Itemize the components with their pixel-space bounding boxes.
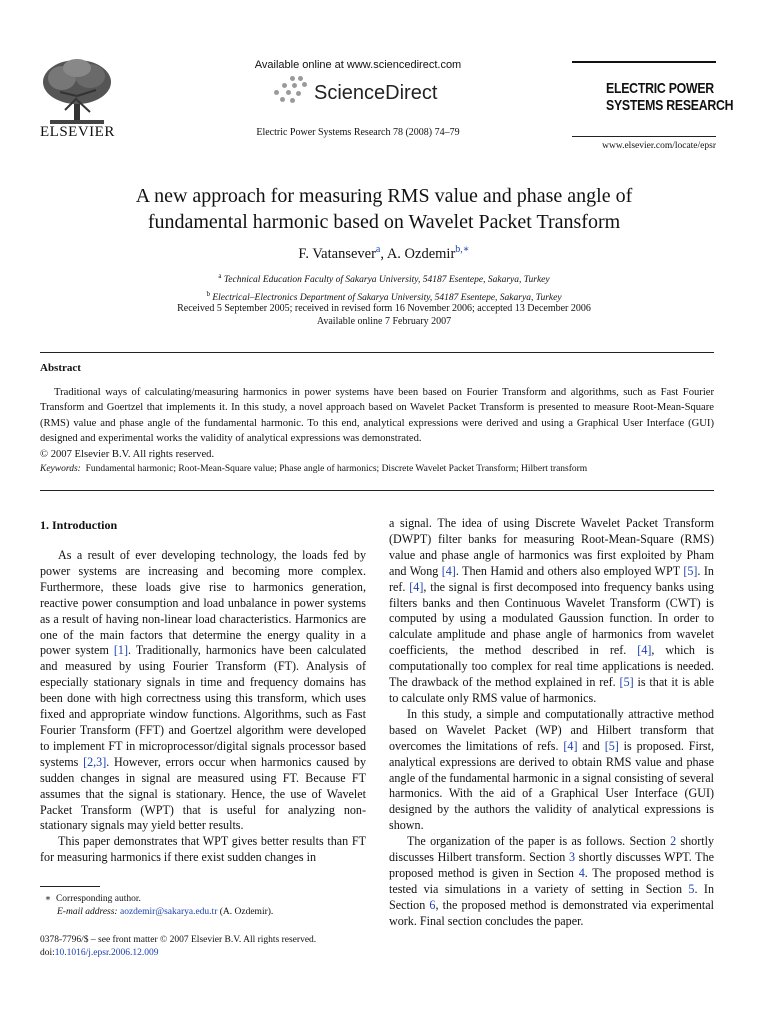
citation-5[interactable]: [5] xyxy=(604,738,619,753)
title-line-1: A new approach for measuring RMS value and phase angle of xyxy=(135,185,633,207)
intro-paragraph-4: In this study, a simple and computationally attractive method based on Wavelet Packet (WP) and Hilbert transform that overcomes the limitations of refs. [4] and [5] is proposed. First, analytical expressions are derived to obtain RMS value and phase angle of the fundamental harmonic in a signal consisting of several harmonics. With the aid of a Graphical User Interface (GUI) designed by the authors the validity of analytical expressions is shown. xyxy=(389,706,714,833)
citation-5[interactable]: [5] xyxy=(619,675,634,690)
footnote-star: ∗ xyxy=(44,894,52,904)
affiliations xyxy=(40,270,728,305)
article-history xyxy=(40,302,728,328)
affiliation-a-mark: a xyxy=(218,272,222,280)
elsevier-tree-logo-icon xyxy=(40,58,114,128)
affiliation-a-text: Technical Education Faculty of Sakarya University, 54187 Esentepe, Sakarya, Turkey xyxy=(223,275,550,286)
keywords xyxy=(40,464,714,474)
abstract-heading: Abstract xyxy=(40,362,81,374)
left-column xyxy=(40,548,366,866)
author-1-affiliation[interactable]: a xyxy=(375,244,381,255)
sciencedirect-logo-text: ScienceDirect xyxy=(314,82,438,104)
available-online-text[interactable]: Available online at www.sciencedirect.com xyxy=(254,59,462,71)
citation-4[interactable]: [4] xyxy=(637,643,652,658)
doi-line: doi:10.1016/j.epsr.2006.12.009 xyxy=(40,948,159,958)
keywords-label: Keywords: xyxy=(40,464,81,474)
journal-name-line2: SYSTEMS RESEARCH xyxy=(606,97,734,114)
publisher-name: ELSEVIER xyxy=(40,124,115,140)
footnote-email: E-mail address: aozdemir@sakarya.edu.tr (A. Ozdemir). xyxy=(57,907,274,917)
section-link-4[interactable]: 4 xyxy=(578,865,585,880)
sciencedirect-dots-icon xyxy=(270,74,314,104)
affiliation-b-mark: b xyxy=(206,289,210,298)
journal-name xyxy=(606,80,733,114)
journal-url-link[interactable]: www.elsevier.com/locate/epsr xyxy=(602,141,716,151)
citation-2-3[interactable]: [2,3] xyxy=(83,754,107,769)
citation-1[interactable]: [1] xyxy=(113,643,128,658)
doi-link[interactable]: 10.1016/j.epsr.2006.12.009 xyxy=(54,948,159,958)
section-link-5[interactable]: 5 xyxy=(688,881,695,896)
abstract-copyright: © 2007 Elsevier B.V. All rights reserved. xyxy=(40,448,215,460)
title-line-2: fundamental harmonic based on Wavelet Packet Transform xyxy=(147,211,621,233)
article-title xyxy=(40,183,728,235)
footer-meta xyxy=(40,934,440,960)
author-2: A. Ozdemir xyxy=(386,245,456,262)
intro-paragraph-3: a signal. The idea of using Discrete Wavelet Packet Transform (DWPT) filter banks for measuring Root-Mean-Square (RMS) value and phase angle of harmonics was first exploited by Pham and Wong [4]. Then Hamid and others also employed WPT [5]. In ref. [4], the signal is first decomposed into frequency banks using filters banks and then Continuous Wavelet Transform (CWT) is computed by using a modulated Gaussion function. In order to calculate amplitude and phase angle of harmonics from wavelet coefficients, the method described in ref. [4], which is computationally too complex for real time applications is needed. The drawback of the method explained in ref. [5] is that it is able to calculate only RMS value of harmonics. xyxy=(389,516,715,705)
citation-4[interactable]: [4] xyxy=(563,738,578,753)
abstract-body xyxy=(40,385,714,462)
author-1: F. Vatansever xyxy=(298,245,376,262)
intro-paragraph-1: As a result of ever developing technology, the loads fed by power systems are increasing and becoming more complex. Furthermore, these loads give rise to harmonics generation, reactive power consumption and load unbalance in power systems as a result of having non-linear load characteristics. Harmonics are one of the main factors that determine the energy quality in a power system [1]. Traditionally, harmonics have been calculated and measured by using Fourier Transform (FT). Analysis of especially stationary signals in time and frequency domains has been done with high correctness using this transform, which uses fixed and appropriate window functions. Algorithms, such as Fast Fourier Transform (FFT) and Goertzel algorithm were developed to implement FT in microprocessor/digital signals processor based systems [2,3]. However, errors occur when harmonics caused by sudden changes in signal are measured using FT. Because FT assumes that the signal is stationary. Hence, the use of Wavelet Packet Transform (WPT) that is useful for analyzing non-stationary signals may yield better results. xyxy=(40,548,366,833)
received-dates: Received 5 September 2005; received in revised form 16 November 2006; accepted 13 December 2006 xyxy=(177,303,591,314)
footnote-corresponding: ∗ Corresponding author. xyxy=(44,894,141,904)
section-link-6[interactable]: 6 xyxy=(429,897,436,912)
author-separator: , xyxy=(380,245,387,262)
section-heading-introduction: 1. Introduction xyxy=(40,518,118,532)
issn-line: 0378-7796/$ – see front matter © 2007 Elsevier B.V. All rights reserved. xyxy=(40,935,317,945)
keywords-list: Fundamental harmonic; Root-Mean-Square value; Phase angle of harmonics; Discrete Wavelet Packet Transform; Hilbert transform xyxy=(85,464,588,474)
journal-reference: Electric Power Systems Research 78 (2008) 74–79 xyxy=(256,127,460,138)
available-online-date: Available online 7 February 2007 xyxy=(316,316,452,327)
intro-paragraph-2: This paper demonstrates that WPT gives better results than FT for measuring harmonics if there exist sudden changes in xyxy=(40,834,366,865)
section-link-3[interactable]: 3 xyxy=(568,850,575,865)
citation-5[interactable]: [5] xyxy=(683,563,698,578)
affiliation-a xyxy=(40,270,728,288)
abstract-text: Traditional ways of calculating/measuring harmonics in power systems have been based on Fourier Transform and algorithms, such as Fast Fourier Transform and Goertzel that implements it. In this study, a novel approach based on Wavelet Packet Transform is presented to measure Root-Mean-Square (RMS) value and phase angle of the fundamental harmonic. To this end, analytical expressions were derived and using a Graphical User Interface (GUI) designed and experimental works the validity of analytical expressions was demonstrated. xyxy=(40,387,714,445)
author-email-link[interactable]: aozdemir@sakarya.edu.tr xyxy=(119,907,218,917)
affiliation-b-text: Electrical–Electronics Department of Sakarya University, 54187 Esentepe, Sakarya, Turkey xyxy=(212,292,562,303)
citation-4[interactable]: [4] xyxy=(409,579,424,594)
citation-4[interactable]: [4] xyxy=(441,563,456,578)
right-column xyxy=(389,516,714,930)
author-2-affiliation[interactable]: b,∗ xyxy=(455,244,470,255)
authors xyxy=(40,244,728,263)
intro-paragraph-5: The organization of the paper is as follows. Section 2 shortly discusses Hilbert transform. Section 3 shortly discusses WPT. The proposed method is given in Section 4. The proposed method is tested via simulations in a variety of setting in Section 5. In Section 6, the proposed method is demonstrated via experimental work. Final section concludes the paper. xyxy=(389,834,714,928)
journal-name-line1: ELECTRIC POWER xyxy=(606,80,714,97)
footnote xyxy=(40,893,366,919)
section-link-2[interactable]: 2 xyxy=(670,834,677,849)
